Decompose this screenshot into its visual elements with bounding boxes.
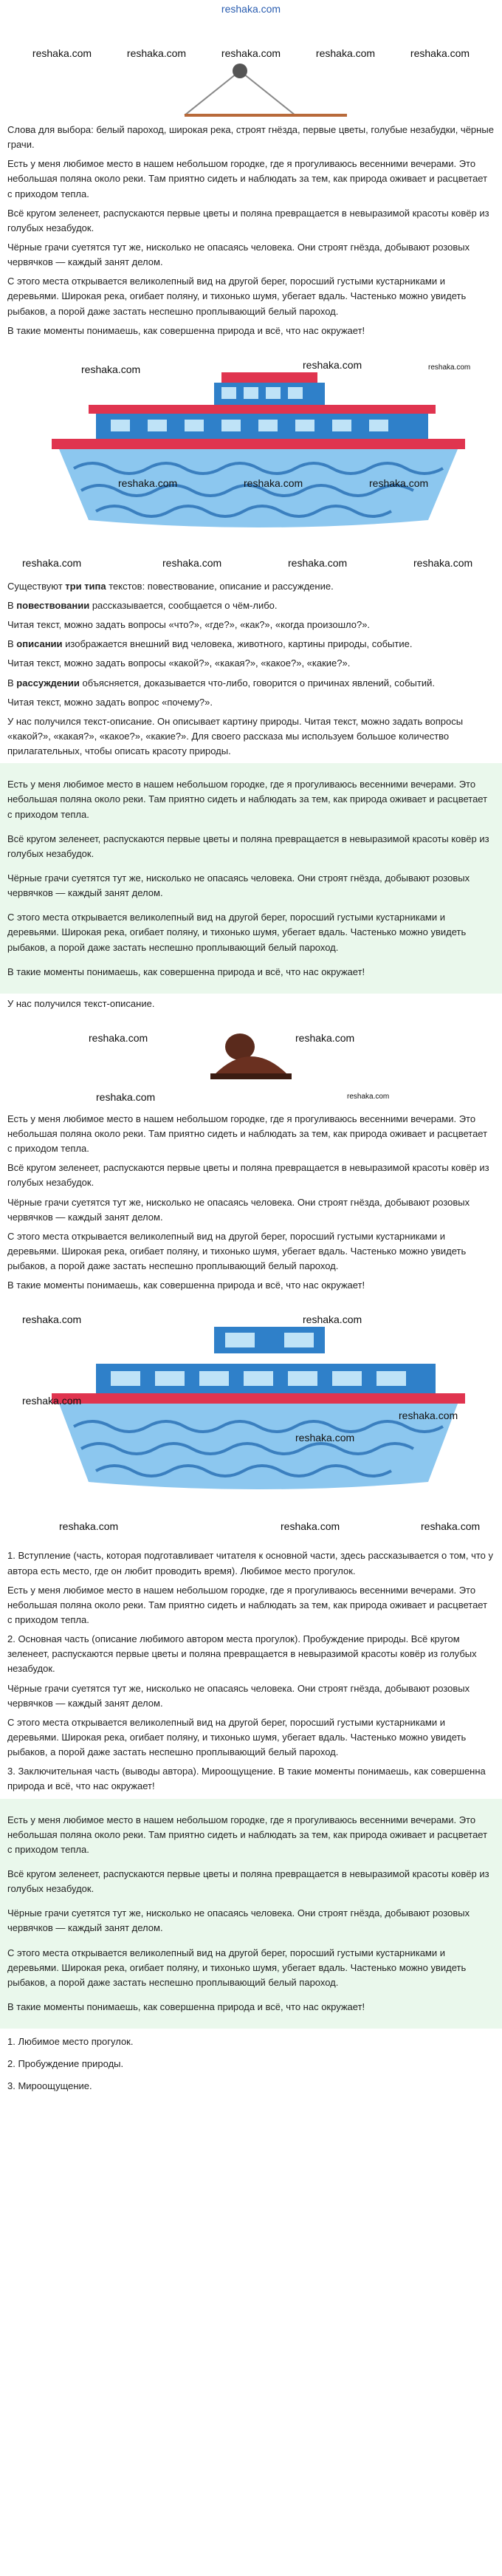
bold-term: повествовании	[16, 599, 90, 611]
intro-paragraph: Есть у меня любимое место в нашем небольшом городке, где я прогуливаюсь весенними вечерами. Это небольшая поляна около реки. Там приятно сидеть и наблюдать за тем, как природа оживает и расцветает с приходом тепла.	[7, 158, 488, 199]
result-line: У нас получился текст-описание.	[7, 997, 155, 1009]
text: В	[7, 638, 17, 650]
answer-paragraph: В такие моменты понимаешь, как совершенна природа и всё, что нас окружает!	[7, 966, 365, 977]
watermark: reshaka.com	[369, 476, 429, 489]
paragraph: В такие моменты понимаешь, как совершенна природа и всё, что нас окружает!	[7, 1280, 365, 1291]
watermark: reshaka.com	[89, 1031, 148, 1044]
steamboat-figure	[0, 343, 502, 579]
text: изображается внешний вид человека, животного, картины природы, событие.	[62, 638, 413, 650]
text: объясняется, доказывается что-либо, говорится о причинах явлений, событий.	[79, 677, 435, 689]
watermark: reshaka.com	[281, 1520, 340, 1533]
plan-text: С этого места открывается великолепный вид на другой берег, поросший густыми кустарниками и деревьями. Широкая река, огибает поляну, и тихонько шумя, убегает вдаль. Частенько можно увидеть рыбаков, а порой даже застать неспешно проплывающий белый пароход.	[7, 1716, 467, 1758]
theory-line: Читая текст, можно задать вопросы «какой?», «какая?», «какое?», «какие?».	[7, 657, 351, 669]
watermark: reshaka.com	[22, 1395, 82, 1407]
dish-figure	[0, 1016, 502, 1112]
watermark: reshaka.com	[347, 1092, 390, 1101]
watermark: reshaka.com	[303, 358, 362, 371]
steamboat-icon	[0, 343, 502, 579]
answer-paragraph: Всё кругом зеленеет, распускаются первые цветы и поляна превращается в невыразимой красоты ковёр из голубых незабудок.	[7, 1868, 489, 1895]
text: В	[7, 599, 17, 611]
paragraph: Есть у меня любимое место в нашем небольшом городке, где я прогуливаюсь весенними вечерами. Это небольшая поляна около реки. Там приятно сидеть и наблюдать за тем, как природа оживает и расцветает с приходом тепла.	[7, 1113, 488, 1155]
watermark: reshaka.com	[421, 1520, 481, 1533]
intro-section	[0, 123, 502, 338]
watermark: reshaka.com	[162, 556, 222, 569]
answer-paragraph: Есть у меня любимое место в нашем небольшом городке, где я прогуливаюсь весенними вечерами. Это небольшая поляна около реки. Там приятно сидеть и наблюдать за тем, как природа оживает и расцветает с приходом тепла.	[7, 1814, 488, 1855]
watermark: reshaka.com	[118, 476, 178, 489]
intro-paragraph: Чёрные грачи суетятся тут же, нисколько не опасаясь человека. Они строят гнёзда, добывают розовых червячков — каждый занят делом.	[7, 241, 470, 268]
text: Существуют	[7, 580, 66, 592]
watermark: reshaka.com	[399, 1410, 458, 1422]
theory-line	[7, 637, 495, 652]
steamboat-figure-2	[0, 1297, 502, 1548]
theory-line: Читая текст, можно задать вопросы «что?», «где?», «как?», «когда произошло?».	[7, 619, 371, 631]
watermark: reshaka.com	[413, 556, 473, 569]
watermark-row	[0, 46, 502, 62]
part2-section	[0, 1112, 502, 1294]
watermark: reshaka.com	[244, 476, 303, 489]
answer-paragraph: Чёрные грачи суетятся тут же, нисколько не опасаясь человека. Они строят гнёзда, добывают розовых червячков — каждый занят делом.	[7, 872, 470, 899]
theory-section	[0, 579, 502, 759]
outline-item: 3. Мироощущение.	[7, 2080, 92, 2092]
watermark: reshaka.com	[295, 1432, 355, 1444]
outline-section	[0, 2029, 502, 2094]
watermark: reshaka.com	[22, 556, 82, 569]
watermark: reshaka.com	[221, 47, 281, 60]
hanger-icon	[0, 19, 502, 123]
answer-paragraph: Чёрные грачи суетятся тут же, нисколько не опасаясь человека. Они строят гнёзда, добывают розовых червячков — каждый занят делом.	[7, 1907, 470, 1934]
answer-paragraph: В такие моменты понимаешь, как совершенна природа и всё, что нас окружает!	[7, 2001, 365, 2012]
plan-item: 1. Вступление (часть, которая подготавливает читателя к основной части, здесь рассказывается о том, что у автора есть место, где он любит проводить время). Любимое место прогулок.	[7, 1550, 493, 1576]
theory-line	[7, 598, 495, 613]
plan-text: Есть у меня любимое место в нашем небольшом городке, где я прогуливаюсь весенними вечерами. Это небольшая поляна около реки. Там приятно сидеть и наблюдать за тем, как природа оживает и расцветает с приходом тепла.	[7, 1584, 488, 1626]
bold-term: три типа	[65, 580, 106, 592]
watermark: reshaka.com	[410, 47, 470, 60]
answer-paragraph: С этого места открывается великолепный вид на другой берег, поросший густыми кустарниками и деревьями. Широкая река, огибает поляну, и тихонько шумя, убегает вдаль. Частенько можно увидеть рыбаков, а порой даже застать неспешно проплывающий белый пароход.	[7, 912, 467, 953]
plan-text: Чёрные грачи суетятся тут же, нисколько не опасаясь человека. Они строят гнёзда, добывают розовых червячков — каждый занят делом.	[7, 1682, 470, 1709]
watermark: reshaka.com	[315, 47, 376, 60]
watermark: reshaka.com	[22, 1313, 82, 1326]
hanger-figure	[0, 19, 502, 123]
answer-block	[0, 763, 502, 994]
words-choice: Слова для выбора: белый пароход, широкая река, строят гнёзда, первые цветы, голубые незабудки, чёрные грачи.	[7, 124, 494, 151]
plan-section	[0, 1548, 502, 1794]
watermark: reshaka.com	[288, 556, 348, 569]
answer-paragraph: Всё кругом зеленеет, распускаются первые цветы и поляна превращается в невыразимой красоты ковёр из голубых незабудок.	[7, 833, 489, 859]
bold-term: описании	[16, 638, 63, 650]
text: В	[7, 677, 17, 689]
text: рассказывается, сообщается о чём-либо.	[89, 599, 278, 611]
result-section	[0, 994, 502, 1011]
answer-paragraph: Есть у меня любимое место в нашем небольшом городке, где я прогуливаюсь весенними вечерами. Это небольшая поляна около реки. Там приятно сидеть и наблюдать за тем, как природа оживает и расцветает с приходом тепла.	[7, 779, 488, 820]
watermark: reshaka.com	[428, 363, 471, 372]
intro-paragraph: С этого места открывается великолепный вид на другой берег, поросший густыми кустарниками и деревьями. Широкая река, огибает поляну, и тихонько шумя, убегает вдаль. Частенько можно увидеть рыбаков, а порой даже застать неспешно проплывающий белый пароход.	[7, 276, 467, 317]
watermark: reshaka.com	[59, 1520, 119, 1533]
outline-item: 2. Пробуждение природы.	[7, 2058, 124, 2070]
paragraph: Всё кругом зеленеет, распускаются первые цветы и поляна превращается в невыразимой красоты ковёр из голубых незабудок.	[7, 1162, 489, 1189]
text: текстов: повествование, описание и рассуждение.	[106, 580, 334, 592]
plan-item: 3. Заключительная часть (выводы автора). Мироощущение. В такие моменты понимаешь, как совершенна природа и всё, что нас окружает!	[7, 1766, 486, 1792]
watermark: reshaka.com	[32, 47, 92, 60]
theory-line: У нас получился текст-описание. Он описывает картину природы. Читая текст, можно задать вопросы «какой?», «какая?», «какое?», «какие?». Для своего рассказа мы используем большое количество прилагательных, чтобы описать красоту природы.	[7, 715, 464, 757]
answer-paragraph: С этого места открывается великолепный вид на другой берег, поросший густыми кустарниками и деревьями. Широкая река, огибает поляну, и тихонько шумя, убегает вдаль. Частенько можно увидеть рыбаков, а порой даже застать неспешно проплывающий белый пароход.	[7, 1947, 467, 1988]
bold-term: рассуждении	[16, 677, 80, 689]
outline-item: 1. Любимое место прогулок.	[7, 2036, 134, 2048]
answer-block-2	[0, 1799, 502, 2029]
theory-line	[7, 676, 495, 691]
intro-paragraph: В такие моменты понимаешь, как совершенна природа и всё, что нас окружает!	[7, 324, 365, 336]
plan-item: 2. Основная часть (описание любимого автором места прогулок). Пробуждение природы. Всё кругом зеленеет, распускаются первые цветы и поляна превращается в невыразимой красоты ковёр из голубых незабудок.	[7, 1633, 477, 1675]
watermark: reshaka.com	[295, 1031, 355, 1044]
paragraph: Чёрные грачи суетятся тут же, нисколько не опасаясь человека. Они строят гнёзда, добывают розовых червячков — каждый занят делом.	[7, 1196, 470, 1223]
site-header[interactable]: reshaka.com	[221, 3, 281, 15]
watermark: reshaka.com	[126, 47, 187, 60]
watermark: reshaka.com	[96, 1090, 156, 1103]
theory-line	[7, 579, 495, 594]
watermark: reshaka.com	[81, 363, 141, 375]
theory-line: Читая текст, можно задать вопрос «почему?».	[7, 696, 213, 708]
paragraph: С этого места открывается великолепный вид на другой берег, поросший густыми кустарниками и деревьями. Широкая река, огибает поляну, и тихонько шумя, убегает вдаль. Частенько можно увидеть рыбаков, а порой даже застать неспешно проплывающий белый пароход.	[7, 1230, 467, 1272]
watermark: reshaka.com	[303, 1313, 362, 1326]
dish-icon	[199, 1016, 303, 1104]
intro-paragraph: Всё кругом зеленеет, распускаются первые цветы и поляна превращается в невыразимой красоты ковёр из голубых незабудок.	[7, 207, 489, 233]
